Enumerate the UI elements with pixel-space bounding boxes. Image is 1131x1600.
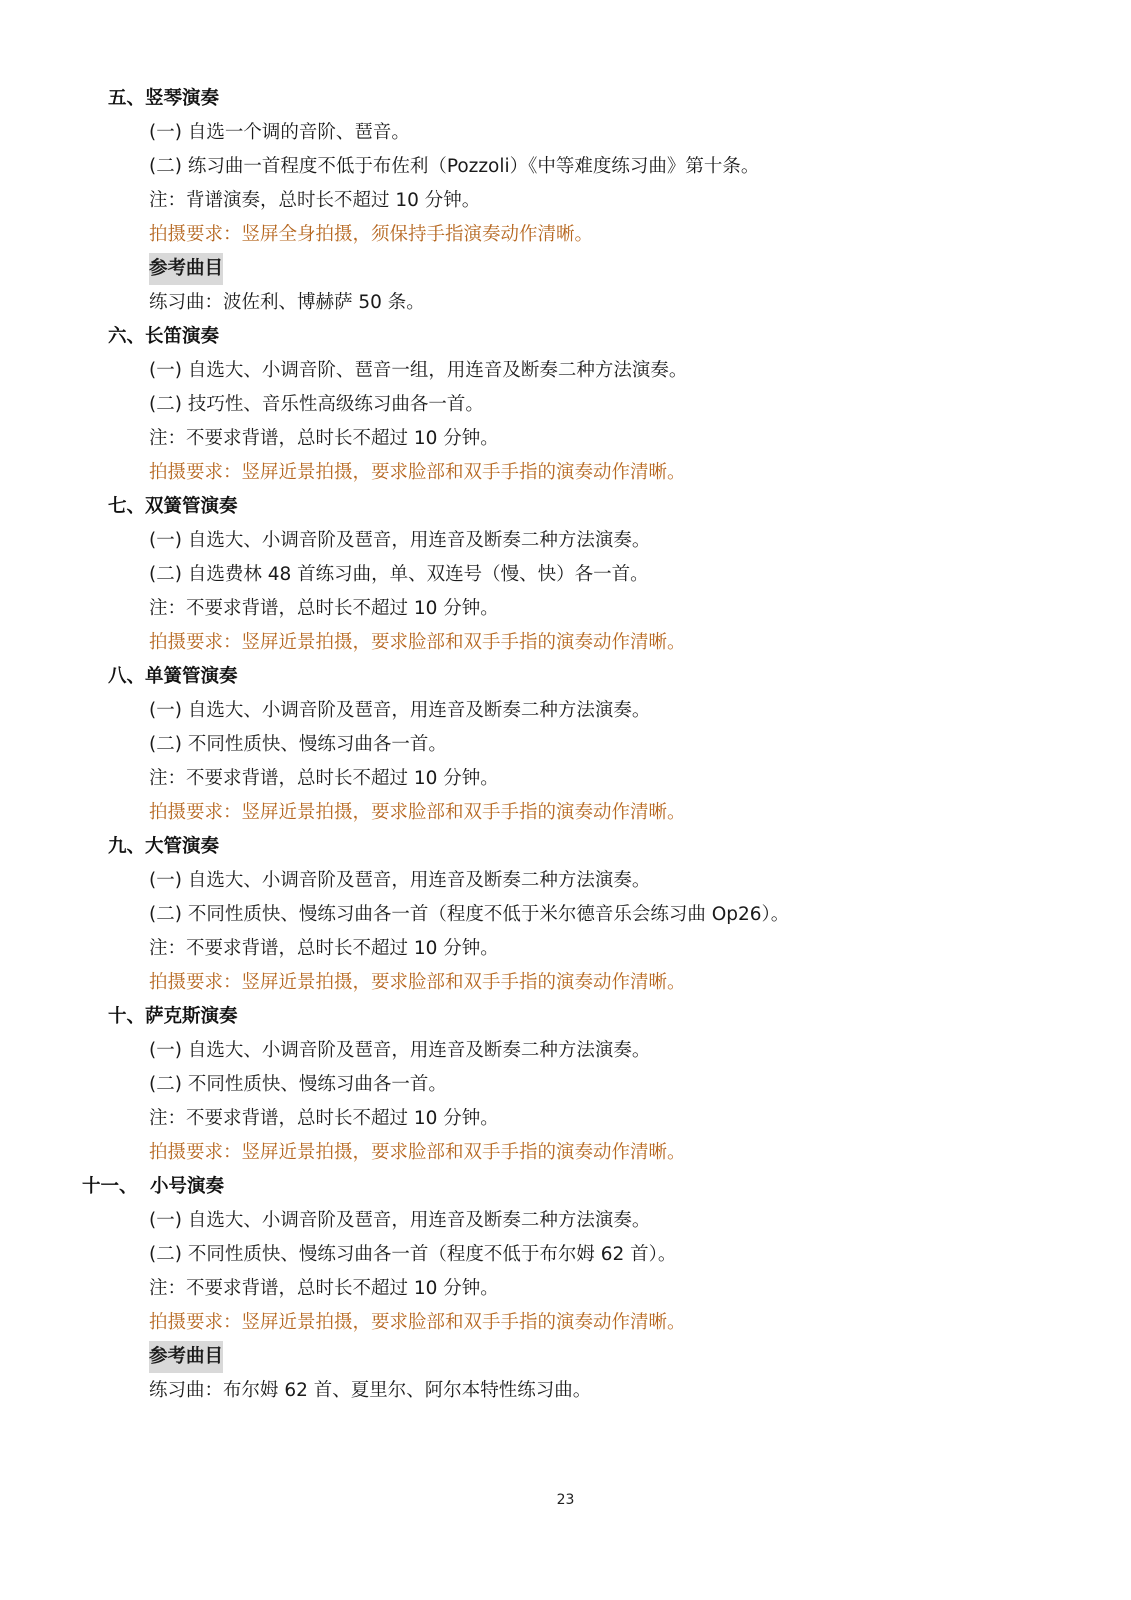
section-number: 十一、	[82, 1176, 138, 1197]
section-number: 六、	[108, 326, 146, 347]
section-note: 注：不要求背谱，总时长不超过 10 分钟。	[149, 768, 499, 789]
section-number: 五、	[108, 88, 146, 109]
filming-requirement: 拍摄要求：竖屏近景拍摄，要求脸部和双手手指的演奏动作清晰。	[149, 972, 686, 993]
requirement-item: (二) 不同性质快、慢练习曲各一首。	[149, 734, 447, 755]
section-note: 注：不要求背谱，总时长不超过 10 分钟。	[149, 598, 499, 619]
section-note: 注：不要求背谱，总时长不超过 10 分钟。	[149, 1108, 499, 1129]
filming-requirement: 拍摄要求：竖屏近景拍摄，要求脸部和双手手指的演奏动作清晰。	[149, 1312, 686, 1333]
requirement-item: (一) 自选大、小调音阶、琶音一组，用连音及断奏二种方法演奏。	[149, 360, 688, 381]
requirement-item: (二) 不同性质快、慢练习曲各一首（程度不低于米尔德音乐会练习曲 Op26）。	[149, 904, 790, 925]
requirement-item: (二) 练习曲一首程度不低于布佐利（Pozzoli）《中等难度练习曲》第十条。	[149, 156, 760, 177]
section-title: 小号演奏	[150, 1176, 225, 1197]
reference-text: 练习曲：布尔姆 62 首、夏里尔、阿尔本特性练习曲。	[149, 1380, 592, 1401]
section-note: 注：不要求背谱，总时长不超过 10 分钟。	[149, 938, 499, 959]
section-heading-trumpet	[0, 1170, 1131, 1204]
section-note: 注：不要求背谱，总时长不超过 10 分钟。	[149, 428, 499, 449]
page-number: 23	[556, 1492, 575, 1508]
section-heading-harp	[0, 82, 1131, 116]
requirement-item: (一) 自选大、小调音阶及琶音，用连音及断奏二种方法演奏。	[149, 530, 651, 551]
filming-requirement: 拍摄要求：竖屏近景拍摄，要求脸部和双手手指的演奏动作清晰。	[149, 1142, 686, 1163]
requirement-item: (一) 自选大、小调音阶及琶音，用连音及断奏二种方法演奏。	[149, 1040, 651, 1061]
section-title: 双簧管演奏	[145, 496, 238, 517]
section-note: 注：不要求背谱，总时长不超过 10 分钟。	[149, 1278, 499, 1299]
requirement-item: (二) 不同性质快、慢练习曲各一首。	[149, 1074, 447, 1095]
section-heading-clarinet	[0, 660, 1131, 694]
section-title: 萨克斯演奏	[145, 1006, 238, 1027]
section-number: 七、	[108, 496, 146, 517]
requirement-item: (二) 不同性质快、慢练习曲各一首（程度不低于布尔姆 62 首）。	[149, 1244, 677, 1265]
section-heading-bassoon	[0, 830, 1131, 864]
section-heading-oboe	[0, 490, 1131, 524]
section-heading-saxophone	[0, 1000, 1131, 1034]
requirement-item: (二) 技巧性、音乐性高级练习曲各一首。	[149, 394, 484, 415]
requirement-item: (一) 自选一个调的音阶、琶音。	[149, 122, 410, 143]
filming-requirement: 拍摄要求：竖屏近景拍摄，要求脸部和双手手指的演奏动作清晰。	[149, 802, 686, 823]
filming-requirement: 拍摄要求：竖屏全身拍摄，须保持手指演奏动作清晰。	[149, 224, 594, 245]
section-title: 单簧管演奏	[145, 666, 238, 687]
section-number: 九、	[108, 836, 146, 857]
section-title: 竖琴演奏	[145, 88, 220, 109]
requirement-item: (一) 自选大、小调音阶及琶音，用连音及断奏二种方法演奏。	[149, 1210, 651, 1231]
section-number: 十、	[108, 1006, 146, 1027]
requirement-item: (二) 自选费林 48 首练习曲，单、双连号（慢、快）各一首。	[149, 564, 649, 585]
section-note: 注：背谱演奏，总时长不超过 10 分钟。	[149, 190, 481, 211]
reference-label: 参考曲目	[0, 252, 1131, 286]
filming-requirement: 拍摄要求：竖屏近景拍摄，要求脸部和双手手指的演奏动作清晰。	[149, 462, 686, 483]
reference-label: 参考曲目	[0, 1340, 1131, 1374]
reference-text: 练习曲：波佐利、博赫萨 50 条。	[149, 292, 425, 313]
section-title: 大管演奏	[145, 836, 220, 857]
section-title: 长笛演奏	[145, 326, 220, 347]
page-content	[0, 82, 1131, 1408]
section-heading-flute	[0, 320, 1131, 354]
filming-requirement: 拍摄要求：竖屏近景拍摄，要求脸部和双手手指的演奏动作清晰。	[149, 632, 686, 653]
requirement-item: (一) 自选大、小调音阶及琶音，用连音及断奏二种方法演奏。	[149, 870, 651, 891]
section-number: 八、	[108, 666, 146, 687]
requirement-item: (一) 自选大、小调音阶及琶音，用连音及断奏二种方法演奏。	[149, 700, 651, 721]
